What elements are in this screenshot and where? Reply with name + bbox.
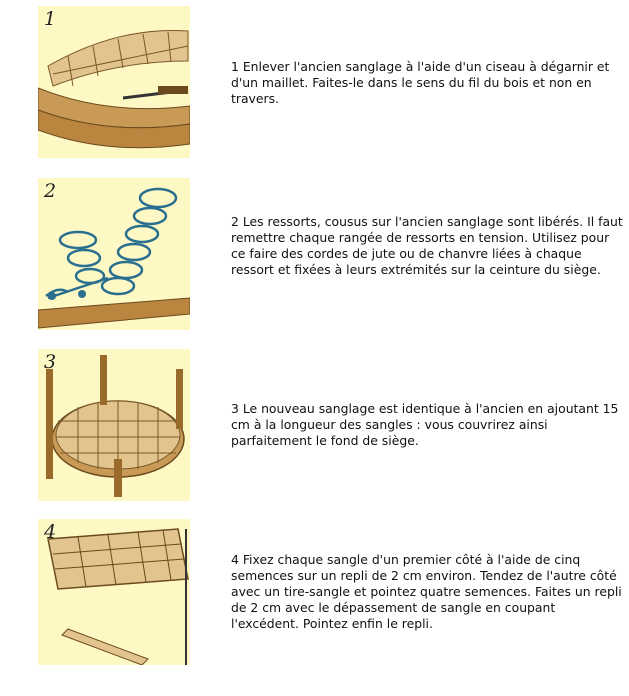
step-3-text: 3 Le nouveau sanglage est identique à l'ancien en ajoutant 15 cm à la longueur des sangles : vous couvrirez ainsi parfaitement le fond de siège. xyxy=(231,401,619,448)
new-webbing-illustration xyxy=(38,349,190,501)
step-1-text: 1 Enlever l'ancien sanglage à l'aide d'un ciseau à dégarnir et d'un maillet. Faites-le dans le sens du fil du bois et non en travers. xyxy=(231,59,610,106)
removing-webbing-illustration xyxy=(38,6,190,158)
step-2-illustration xyxy=(38,178,190,330)
fixing-webbing-illustration xyxy=(38,519,190,665)
step-1-illustration xyxy=(38,6,190,158)
step-3-number: 3 xyxy=(44,351,57,373)
step-1-number: 1 xyxy=(44,8,57,30)
step-4-number: 4 xyxy=(44,521,57,543)
step-2-text: 2 Les ressorts, cousus sur l'ancien sanglage sont libérés. Il faut remettre chaque rangée de ressorts en tension. Utilisez pour ce faire des cordes de jute ou de chanvre liées à chaque ressort et fixées à leurs extrémités sur la ceinture du siège. xyxy=(231,214,623,277)
step-2-number: 2 xyxy=(44,180,57,202)
springs-illustration xyxy=(38,178,190,330)
step-4-illustration xyxy=(38,519,190,665)
step-4-text: 4 Fixez chaque sangle d'un premier côté à l'aide de cinq semences sur un repli de 2 cm environ. Tendez de l'autre côté avec un tire-sangle et pointez quatre semences. Faites un repli de 2 cm avec le dépassement de sangle en coupant l'excédent. Pointez enfin le repli. xyxy=(231,552,622,631)
step-3-illustration xyxy=(38,349,190,501)
